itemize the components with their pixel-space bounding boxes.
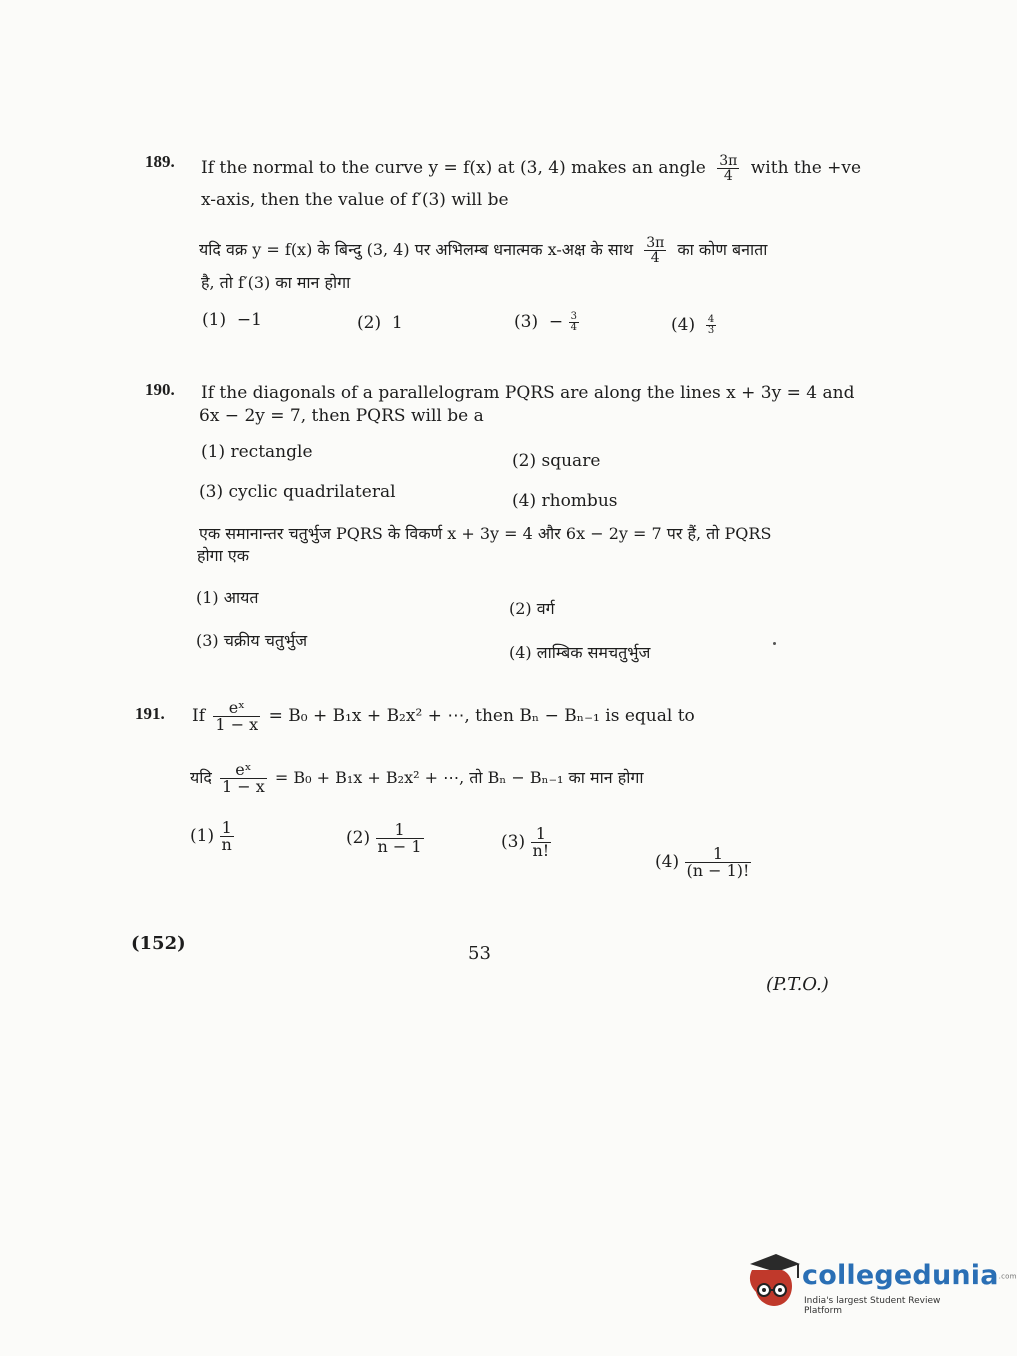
option-label: (3): [196, 631, 219, 650]
logo-wordmark: [802, 1260, 1017, 1291]
q191-en-tail: then Bₙ − Bₙ₋₁ is equal to: [475, 706, 695, 726]
option-text: चक्रीय चतुर्भुज: [223, 631, 308, 650]
option-label: (3): [199, 482, 224, 502]
q189-hi-angle-num: 3π: [646, 235, 665, 251]
q189-en-line1: [201, 154, 861, 183]
fraction-num: eˣ: [228, 698, 245, 717]
option-text: आयत: [223, 588, 259, 607]
logo-suffix: .com: [998, 1272, 1017, 1281]
q189-angle-num: 3π: [719, 153, 738, 169]
option-label: (2): [512, 451, 537, 471]
fraction-den: n: [221, 835, 232, 854]
fraction-den: 1 − x: [222, 777, 265, 796]
fraction-num: 1: [535, 824, 546, 843]
q190-option-3: [199, 482, 396, 502]
option-label: (4): [655, 852, 680, 872]
option-label: (1): [202, 310, 227, 330]
fraction-den: 1 − x: [215, 715, 259, 734]
option-text: लाम्बिक समचतुर्भुज: [536, 643, 651, 662]
fraction-num: 1: [221, 818, 232, 837]
option-label: (4): [671, 315, 696, 335]
option-label: (1): [190, 826, 215, 846]
pto-note: (P.T.O.): [766, 974, 829, 995]
fraction-num: 1: [394, 820, 405, 839]
q189-hi-line1-b: का कोण बनाता: [677, 240, 768, 259]
q189-option-1: [202, 310, 262, 330]
option-value: −1: [236, 310, 262, 330]
q189-option-4: [671, 315, 716, 336]
fraction-den: 3: [707, 325, 715, 336]
fraction-den: n!: [532, 841, 550, 860]
page-number: 53: [468, 943, 491, 964]
collegedunia-logo: [742, 1252, 1017, 1316]
q190-en-line2: 6x − 2y = 7, then PQRS will be a: [199, 406, 484, 426]
q190-option-2: [512, 451, 600, 471]
q191-hi-fraction: [220, 762, 267, 795]
q189-angle-den: 4: [717, 168, 739, 183]
paper-code: (152): [131, 933, 186, 954]
q189-option-3: [514, 312, 579, 333]
fraction-den: 4: [570, 322, 577, 333]
option-fraction: [569, 312, 579, 333]
logo-tagline: India's largest Student Review Platform: [804, 1296, 941, 1316]
option-text: वर्ग: [536, 599, 555, 618]
option-label: (2): [509, 599, 532, 618]
option-label: (4): [512, 491, 537, 511]
q191-hi-series: = B₀ + B₁x + B₂x² + ⋯,: [274, 768, 465, 787]
question-number-190: 190.: [145, 380, 175, 399]
fraction-num: 4: [707, 314, 715, 325]
q191-option-1: [190, 820, 234, 853]
option-label: (4): [509, 643, 532, 662]
option-label: (1): [196, 588, 219, 607]
q190-en-line1: If the diagonals of a parallelogram PQRS are along the lines x + 3y = 4 and: [201, 383, 855, 403]
option-fraction: [531, 826, 552, 859]
option-label: (2): [357, 313, 382, 333]
option-text: rhombus: [541, 491, 618, 511]
q191-if: If: [192, 706, 206, 726]
q190-hi-line1: एक समानान्तर चतुर्भुज PQRS के विकर्ण x + 3y = 4 और 6x − 2y = 7 पर हैं, तो PQRS: [199, 524, 772, 543]
q190-option-1: [201, 442, 313, 462]
q189-en-line2: x-axis, then the value of f′(3) will be: [201, 190, 509, 210]
q189-hi-line2: है, तो f′(3) का मान होगा: [201, 273, 351, 292]
q189-hi-line1-a: यदि वक्र y = f(x) के बिन्दु (3, 4) पर अभिलम्ब धनात्मक x-अक्ष के साथ: [199, 240, 634, 259]
q190-hi-option-2: [509, 598, 555, 620]
q190-hi-option-1: [196, 587, 259, 609]
q191-hi-if: यदि: [190, 768, 212, 787]
option-value: 1: [391, 313, 403, 333]
logo-name: collegedunia: [802, 1260, 999, 1291]
q190-hi-option-3: [196, 630, 307, 652]
option-fraction: [706, 315, 716, 336]
q191-option-2: [346, 822, 424, 855]
option-fraction: [220, 820, 234, 853]
fraction-num: eˣ: [235, 760, 252, 779]
q191-hi-tail: तो Bₙ − Bₙ₋₁ का मान होगा: [469, 768, 644, 787]
fraction-den: (n − 1)!: [686, 861, 750, 880]
option-label: (3): [514, 312, 539, 332]
q189-option-2: [357, 313, 403, 333]
option-sign: −: [548, 312, 564, 332]
option-fraction: [376, 822, 424, 855]
fraction-num: 3: [570, 311, 577, 322]
q189-hi-angle-den: 4: [644, 250, 666, 265]
q189-en-line1-b: with the +ve: [750, 158, 862, 178]
mascot-icon: [742, 1252, 802, 1312]
option-label: (1): [201, 442, 226, 462]
fraction-den: n − 1: [377, 837, 422, 856]
q191-option-4: [655, 846, 751, 879]
option-fraction: [685, 846, 752, 879]
fraction-num: 1: [712, 844, 724, 863]
option-label: (2): [346, 828, 371, 848]
option-text: square: [541, 451, 601, 471]
option-text: cyclic quadrilateral: [228, 482, 396, 502]
q190-hi-line2: होगा एक: [197, 546, 250, 565]
option-label: (3): [501, 832, 526, 852]
q191-option-3: [501, 826, 551, 859]
q191-fraction: [213, 700, 260, 733]
question-number-191: 191.: [135, 704, 165, 723]
q189-angle-fraction: [717, 154, 739, 183]
q190-option-4: [512, 491, 618, 511]
question-number-189: 189.: [145, 152, 175, 171]
q190-hi-option-4: [509, 642, 650, 664]
option-text: rectangle: [230, 442, 313, 462]
q191-en-stem: [192, 700, 695, 733]
q191-series: = B₀ + B₁x + B₂x² + ⋯,: [268, 706, 470, 726]
q191-hi-stem: [190, 762, 644, 795]
q189-en-line1-a: If the normal to the curve y = f(x) at (3, 4) makes an angle: [201, 158, 706, 178]
q189-hi-line1: [199, 236, 767, 265]
scan-speck: [773, 642, 776, 645]
q189-hi-angle-fraction: [644, 236, 666, 265]
